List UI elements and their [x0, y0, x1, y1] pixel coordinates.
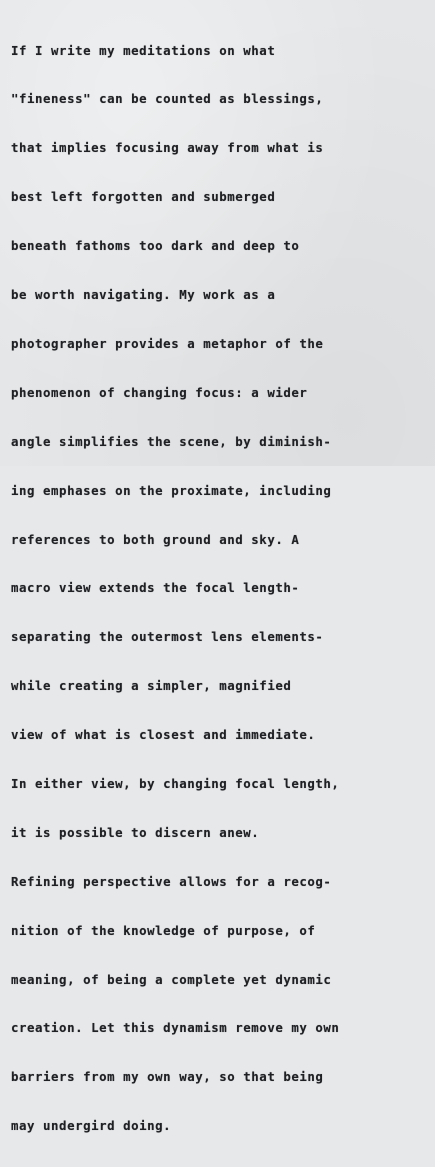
- text-line: phenomenon of changing focus: a wider: [11, 384, 308, 400]
- text-line: "fineness" can be counted as blessings,: [11, 91, 324, 107]
- text-line: separating the outermost lens elements-: [11, 629, 324, 645]
- text-line: nition of the knowledge of purpose, of: [11, 922, 316, 938]
- text-line: Refining perspective allows for a recog-: [11, 873, 332, 889]
- text-line: meaning, of being a complete yet dynamic: [11, 971, 332, 987]
- text-line: angle simplifies the scene, by diminish-: [11, 433, 332, 449]
- text-line: creation. Let this dynamism remove my own: [11, 1020, 340, 1036]
- text-line: be worth navigating. My work as a: [11, 287, 276, 303]
- text-line: view of what is closest and immediate.: [11, 727, 316, 743]
- text-line: while creating a simpler, magnified: [11, 678, 292, 694]
- text-line: photographer provides a metaphor of the: [11, 335, 324, 351]
- text-line: beneath fathoms too dark and deep to: [11, 238, 300, 254]
- typed-text-block: [11, 10, 435, 1167]
- text-line: If I write my meditations on what: [11, 42, 276, 58]
- text-line: references to both ground and sky. A: [11, 531, 300, 547]
- text-line: that implies focusing away from what is: [11, 140, 324, 156]
- text-line: macro view extends the focal length-: [11, 580, 300, 596]
- text-line: may undergird doing.: [11, 1118, 172, 1134]
- text-line: In either view, by changing focal length,: [11, 775, 340, 791]
- text-line: ing emphases on the proximate, including: [11, 482, 332, 498]
- text-line: it is possible to discern anew.: [11, 824, 260, 840]
- text-line: best left forgotten and submerged: [11, 189, 276, 205]
- text-line: barriers from my own way, so that being: [11, 1069, 324, 1085]
